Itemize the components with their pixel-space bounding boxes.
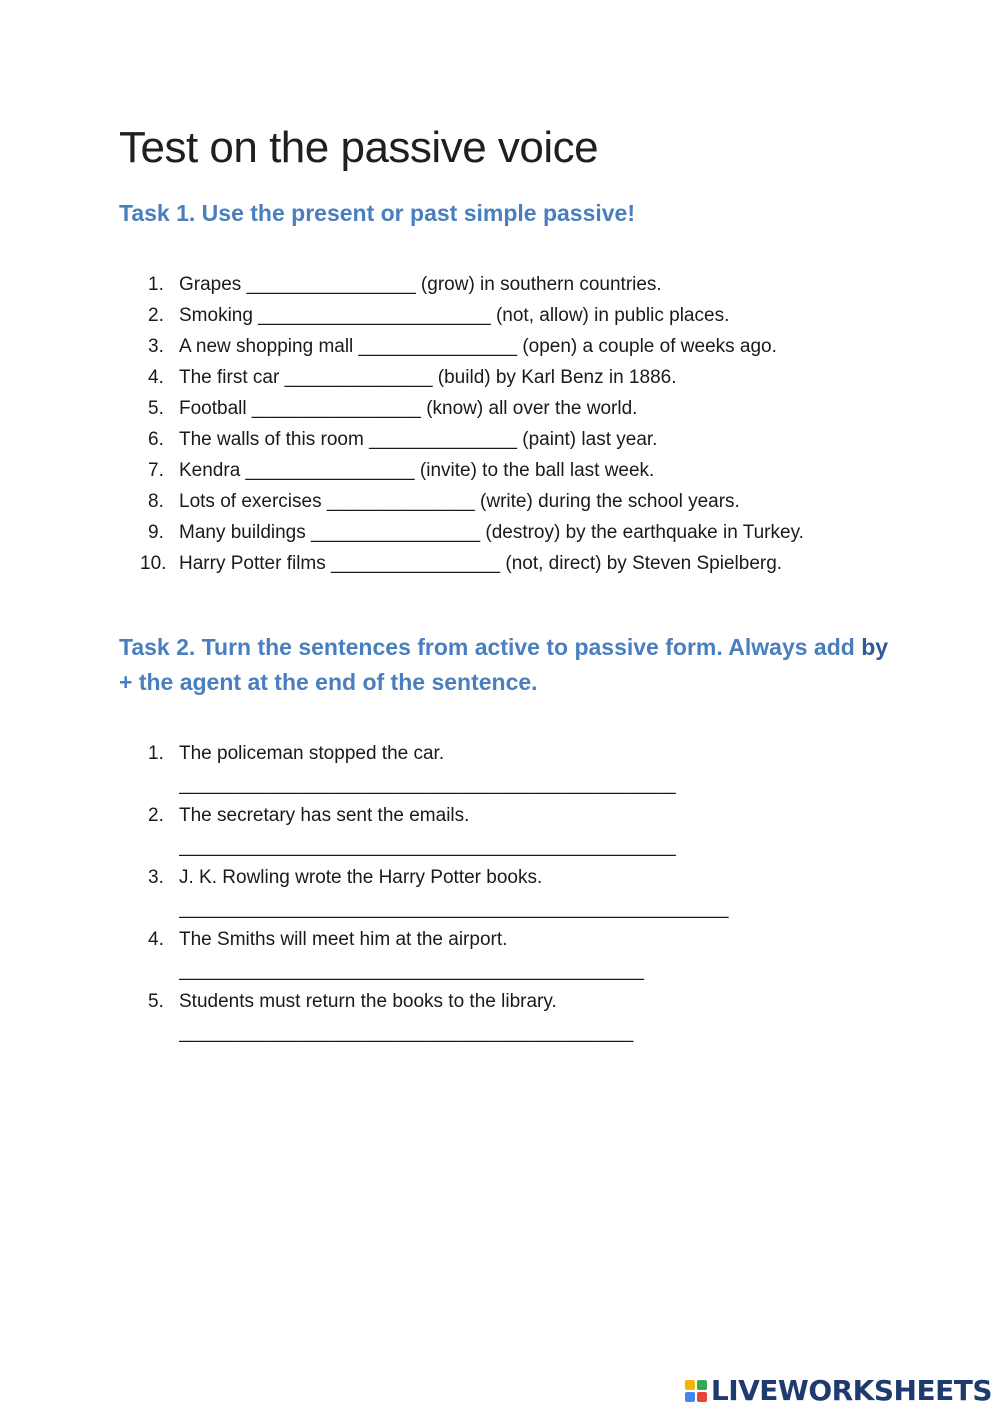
item-number: 3. <box>148 867 164 888</box>
logo-square-3 <box>685 1392 695 1402</box>
item-number: 10. <box>140 553 167 574</box>
item-number: 1. <box>148 743 164 764</box>
item-number: 6. <box>148 429 164 450</box>
task2-heading-text-end: + the agent at the end of the sentence. <box>119 669 538 695</box>
task1-heading: Task 1. Use the present or past simple passive! <box>119 200 636 226</box>
list-item <box>140 486 880 517</box>
exercise-sentence: Kendra ________________ (invite) to the ball last week. <box>179 460 655 481</box>
list-item <box>140 424 880 455</box>
item-number: 4. <box>148 367 164 388</box>
logo-square-1 <box>685 1380 695 1390</box>
list-item <box>140 393 880 424</box>
list-item <box>140 548 880 579</box>
exercise-sentence: Many buildings ________________ (destroy) by the earthquake in Turkey. <box>179 522 804 543</box>
exercise-sentence: J. K. Rowling wrote the Harry Potter books. <box>179 867 543 888</box>
logo-text: LIVEWORKSHEETS <box>710 1374 992 1407</box>
item-number: 1. <box>148 274 164 295</box>
task2-exercise-list <box>140 738 900 1048</box>
task1-exercise-list <box>140 269 880 579</box>
answer-line[interactable]: _______________________________________________ <box>179 774 676 795</box>
exercise-sentence: The Smiths will meet him at the airport. <box>179 929 508 950</box>
answer-line[interactable]: ____________________________________________________ <box>179 898 729 919</box>
item-number: 4. <box>148 929 164 950</box>
exercise-sentence: Students must return the books to the library. <box>179 991 557 1012</box>
exercise-sentence: The secretary has sent the emails. <box>179 805 470 826</box>
exercise-sentence: A new shopping mall _______________ (open) a couple of weeks ago. <box>179 336 777 357</box>
logo-square-2 <box>697 1380 707 1390</box>
list-item <box>140 269 880 300</box>
exercise-sentence: Smoking ______________________ (not, allow) in public places. <box>179 305 730 326</box>
answer-line[interactable]: _______________________________________________ <box>179 836 676 857</box>
task2-heading <box>119 630 899 700</box>
task2-heading-by: by <box>861 634 889 660</box>
item-number: 8. <box>148 491 164 512</box>
exercise-sentence: Harry Potter films ________________ (not, direct) by Steven Spielberg. <box>179 553 783 574</box>
item-number: 2. <box>148 305 164 326</box>
list-item <box>140 862 900 924</box>
list-item <box>140 986 900 1048</box>
item-number: 3. <box>148 336 164 357</box>
answer-line[interactable]: ___________________________________________ <box>179 1022 634 1043</box>
exercise-sentence: Grapes ________________ (grow) in southern countries. <box>179 274 662 295</box>
exercise-sentence: The walls of this room ______________ (paint) last year. <box>179 429 658 450</box>
liveworksheets-logo <box>685 1374 992 1407</box>
exercise-sentence: Football ________________ (know) all over the world. <box>179 398 638 419</box>
item-number: 9. <box>148 522 164 543</box>
page-title: Test on the passive voice <box>119 123 599 172</box>
item-number: 5. <box>148 398 164 419</box>
exercise-sentence: Lots of exercises ______________ (write) during the school years. <box>179 491 740 512</box>
list-item <box>140 331 880 362</box>
item-number: 5. <box>148 991 164 1012</box>
answer-line[interactable]: ____________________________________________ <box>179 960 644 981</box>
list-item <box>140 362 880 393</box>
list-item <box>140 517 880 548</box>
list-item <box>140 800 900 862</box>
list-item <box>140 738 900 800</box>
task2-heading-text: Task 2. Turn the sentences from active to passive form. Always add <box>119 634 862 660</box>
list-item <box>140 300 880 331</box>
exercise-sentence: The first car ______________ (build) by Karl Benz in 1886. <box>179 367 677 388</box>
exercise-sentence: The policeman stopped the car. <box>179 743 445 764</box>
item-number: 2. <box>148 805 164 826</box>
logo-mark-icon <box>685 1380 707 1402</box>
item-number: 7. <box>148 460 164 481</box>
list-item <box>140 455 880 486</box>
logo-square-4 <box>697 1392 707 1402</box>
list-item <box>140 924 900 986</box>
